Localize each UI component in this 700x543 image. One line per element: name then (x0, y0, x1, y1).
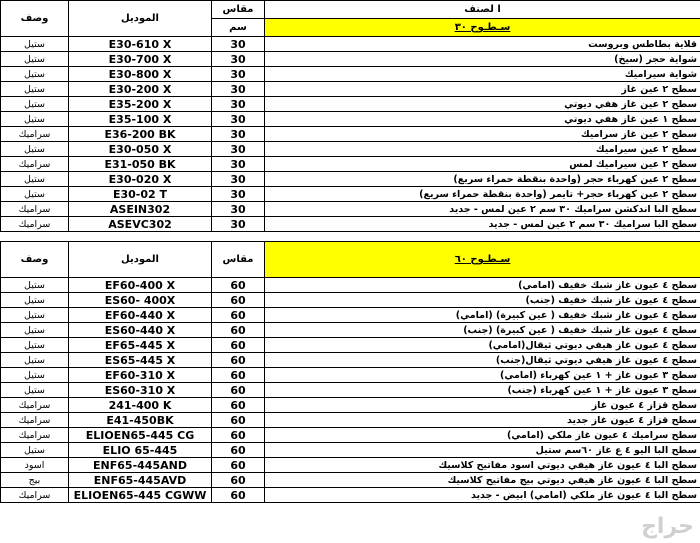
row-size: 60 (212, 398, 265, 413)
row-name: سطح البا ٤ عيون غاز هيفي ديوتي اسود مفاتيح كلاسيك (265, 458, 700, 473)
section-title-60: سـطـوح ٦٠ (265, 242, 700, 278)
row-desc: ستيل (1, 52, 69, 67)
row-name: سطح ٢ عين غاز سراميك (265, 127, 700, 142)
row-desc: ستيل (1, 142, 69, 157)
row-name: سطح ٤ عيون غاز هيفي ديوتي ثيقال(جنب) (265, 353, 700, 368)
table-row (1, 217, 700, 232)
row-size: 60 (212, 488, 265, 503)
row-model: E30-700 X (69, 52, 212, 67)
table-row (1, 278, 700, 293)
table-row (1, 398, 700, 413)
row-size: 30 (212, 97, 265, 112)
row-size: 60 (212, 353, 265, 368)
row-desc: سراميك (1, 488, 69, 503)
model-header: الموديل (69, 242, 212, 278)
row-model: E36-200 BK (69, 127, 212, 142)
row-size: 30 (212, 217, 265, 232)
table-row (1, 428, 700, 443)
row-name: سطح سراميك ٤ عيون غاز ملكي (امامي) (265, 428, 700, 443)
table-row (1, 37, 700, 52)
row-name: سطح ٤ عيون غاز هيفي ديوتي ثيقال(امامي) (265, 338, 700, 353)
row-name: سطح ٤ عيون غاز شبك خفيف ( عين كبيرة) (امامي) (265, 308, 700, 323)
row-model: EF60-440 X (69, 308, 212, 323)
table-row (1, 413, 700, 428)
row-desc: سراميك (1, 202, 69, 217)
row-size: 60 (212, 308, 265, 323)
row-desc: سراميك (1, 127, 69, 142)
row-name: سطح ٤ عيون غاز شبك خفيف ( عين كبيرة) (جنب) (265, 323, 700, 338)
row-desc: سراميك (1, 398, 69, 413)
row-name: سطح ٢ عين سيراميك لمس (265, 157, 700, 172)
row-model: ES60- 400X (69, 293, 212, 308)
table-row (1, 127, 700, 142)
row-name: شواية حجر (سيخ) (265, 52, 700, 67)
row-desc: ستيل (1, 278, 69, 293)
row-model: ES60-440 X (69, 323, 212, 338)
row-model: E30-200 X (69, 82, 212, 97)
row-name: سطح ٤ عيون غاز شبك خفيف (امامي) (265, 278, 700, 293)
row-size: 60 (212, 278, 265, 293)
table-row (1, 383, 700, 398)
row-size: 30 (212, 52, 265, 67)
row-name: سطح ٢ عين كهرباء حجر+ تايمر (واحدة بنقطة حمراء سريع) (265, 187, 700, 202)
row-size: 30 (212, 127, 265, 142)
row-model: EF60-310 X (69, 368, 212, 383)
table-row (1, 338, 700, 353)
table-row (1, 82, 700, 97)
row-name: سطح ٢ عين سيراميك (265, 142, 700, 157)
row-model: ES60-310 X (69, 383, 212, 398)
row-desc: ستيل (1, 383, 69, 398)
row-size: 30 (212, 172, 265, 187)
section-gap (1, 232, 700, 242)
table-row (1, 157, 700, 172)
table-row (1, 172, 700, 187)
desc-header: وصف (1, 242, 69, 278)
row-size: 60 (212, 338, 265, 353)
row-size: 30 (212, 67, 265, 82)
row-size: 60 (212, 368, 265, 383)
table-row (1, 488, 700, 503)
row-model: ASEVC302 (69, 217, 212, 232)
row-model: ELIO 65-445 (69, 443, 212, 458)
category-header: ا لصنف (265, 1, 700, 19)
row-model: ENF65-445AVD (69, 473, 212, 488)
row-desc: ستيل (1, 187, 69, 202)
table-row (1, 202, 700, 217)
row-desc: ستيل (1, 293, 69, 308)
row-model: ES65-445 X (69, 353, 212, 368)
row-desc: ستيل (1, 112, 69, 127)
row-size: 60 (212, 293, 265, 308)
row-name: شواية سيراميك (265, 67, 700, 82)
row-size: 30 (212, 202, 265, 217)
table-row (1, 67, 700, 82)
row-name: سطح ٢ عين غاز (265, 82, 700, 97)
row-model: E41-450BK (69, 413, 212, 428)
row-desc: ستيل (1, 37, 69, 52)
row-model: EF65-445 X (69, 338, 212, 353)
row-model: E30-800 X (69, 67, 212, 82)
row-name: قلاية بطاطس وبروست (265, 37, 700, 52)
size-header: مقاس (212, 242, 265, 278)
row-model: ENF65-445AND (69, 458, 212, 473)
row-name: سطح البا ٤ عيون غاز هيفي ديوتي بيج مفاتيح كلاسيك (265, 473, 700, 488)
model-header: الموديل (69, 1, 212, 37)
row-model: E30-610 X (69, 37, 212, 52)
table-row (1, 458, 700, 473)
row-model: E35-200 X (69, 97, 212, 112)
table-row (1, 473, 700, 488)
table-row (1, 443, 700, 458)
row-model: ASEIN302 (69, 202, 212, 217)
table-row (1, 368, 700, 383)
row-desc: ستيل (1, 368, 69, 383)
header-row-30 (1, 1, 700, 19)
row-name: سطح قزاز ٤ عيون غاز جديد (265, 413, 700, 428)
row-desc: سراميك (1, 428, 69, 443)
row-name: سطح قزاز ٤ عيون غاز (265, 398, 700, 413)
row-size: 30 (212, 157, 265, 172)
row-name: سطح البا سراميك ٣٠ سم ٢ عين لمس - جديد (265, 217, 700, 232)
product-table-body (1, 1, 700, 503)
row-size: 60 (212, 383, 265, 398)
row-name: سطح ٢ عين كهرباء حجر (واحدة بنقطة حمراء سريع) (265, 172, 700, 187)
row-name: سطح البا اليو ٤ ع غاز ٦٠سم ستيل (265, 443, 700, 458)
row-model: ELIOEN65-445 CGWW (69, 488, 212, 503)
table-row (1, 293, 700, 308)
row-desc: سراميك (1, 157, 69, 172)
row-model: E31-050 BK (69, 157, 212, 172)
row-desc: ستيل (1, 82, 69, 97)
row-model: E30-02 T (69, 187, 212, 202)
table-row (1, 308, 700, 323)
row-name: سطح ١ عين غاز هفي ديوتي (265, 112, 700, 127)
size-unit-header: سم (212, 19, 265, 37)
table-row (1, 52, 700, 67)
row-name: سطح ٢ عين غاز هفي ديوتي (265, 97, 700, 112)
row-desc: ستيل (1, 443, 69, 458)
section-title-30: سـطـوح ٣٠ (265, 19, 700, 37)
row-name: سطح البا ٤ عيون غاز ملكي (امامي) ابيض - جديد (265, 488, 700, 503)
row-desc: ستيل (1, 308, 69, 323)
size-header: مقاس (212, 1, 265, 19)
section-gap-cell (1, 232, 700, 242)
row-desc: اسود (1, 458, 69, 473)
row-size: 30 (212, 112, 265, 127)
row-name: سطح ٣ عيون غاز + ١ عين كهرباء (جنب) (265, 383, 700, 398)
row-size: 60 (212, 323, 265, 338)
row-desc: بيج (1, 473, 69, 488)
row-size: 30 (212, 82, 265, 97)
row-size: 60 (212, 473, 265, 488)
table-row (1, 187, 700, 202)
row-model: ELIOEN65-445 CG (69, 428, 212, 443)
row-size: 60 (212, 413, 265, 428)
desc-header: وصف (1, 1, 69, 37)
table-row (1, 112, 700, 127)
row-model: 241-400 K (69, 398, 212, 413)
row-desc: ستيل (1, 353, 69, 368)
row-desc: ستيل (1, 97, 69, 112)
row-name: سطح ٣ عيون غاز + ١ عين كهرباء (امامي) (265, 368, 700, 383)
row-desc: ستيل (1, 172, 69, 187)
row-name: سطح البا اندكشن سراميك ٣٠ سم ٢ عين لمس - جديد (265, 202, 700, 217)
row-desc: ستيل (1, 323, 69, 338)
row-size: 60 (212, 443, 265, 458)
row-model: E30-050 X (69, 142, 212, 157)
table-row (1, 353, 700, 368)
table-row (1, 323, 700, 338)
row-desc: ستيل (1, 67, 69, 82)
row-model: EF60-400 X (69, 278, 212, 293)
row-model: E30-020 X (69, 172, 212, 187)
row-desc: سراميك (1, 413, 69, 428)
watermark-logo: حراج (641, 514, 694, 539)
row-desc: ستيل (1, 338, 69, 353)
table-row (1, 97, 700, 112)
row-size: 30 (212, 37, 265, 52)
row-size: 30 (212, 142, 265, 157)
row-size: 60 (212, 428, 265, 443)
row-size: 60 (212, 458, 265, 473)
row-name: سطح ٤ عيون غاز شبك خفيف (جنب) (265, 293, 700, 308)
row-model: E35-100 X (69, 112, 212, 127)
table-row (1, 142, 700, 157)
row-size: 30 (212, 187, 265, 202)
row-desc: سراميك (1, 217, 69, 232)
